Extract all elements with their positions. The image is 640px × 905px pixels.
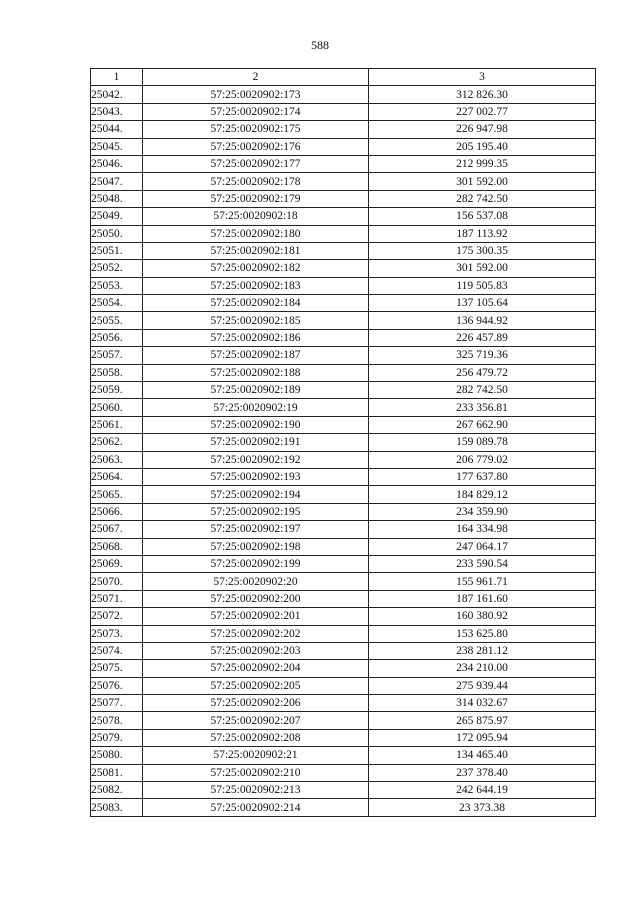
table-row	[91, 260, 596, 277]
value-cell: 233 356.81	[369, 399, 596, 416]
table-row	[91, 399, 596, 416]
value-cell: 187 161.60	[369, 590, 596, 607]
value-cell: 265 875.97	[369, 712, 596, 729]
row-number-cell: 25074.	[91, 642, 143, 659]
row-number-cell: 25046.	[91, 155, 143, 172]
row-number-cell: 25069.	[91, 555, 143, 572]
value-cell: 312 826.30	[369, 86, 596, 103]
cadastral-number-cell: 57:25:0020902:190	[143, 416, 369, 433]
cadastral-number-cell: 57:25:0020902:184	[143, 295, 369, 312]
table-row	[91, 173, 596, 190]
cadastral-number-cell: 57:25:0020902:178	[143, 173, 369, 190]
table-row	[91, 451, 596, 468]
table-row	[91, 329, 596, 346]
table-row	[91, 155, 596, 172]
cadastral-number-cell: 57:25:0020902:198	[143, 538, 369, 555]
cadastral-number-cell: 57:25:0020902:214	[143, 799, 369, 816]
cadastral-number-cell: 57:25:0020902:194	[143, 486, 369, 503]
table-body	[91, 86, 596, 816]
value-cell: 282 742.50	[369, 382, 596, 399]
value-cell: 314 032.67	[369, 695, 596, 712]
row-number-cell: 25079.	[91, 729, 143, 746]
value-cell: 160 380.92	[369, 608, 596, 625]
value-cell: 153 625.80	[369, 625, 596, 642]
cadastral-number-cell: 57:25:0020902:174	[143, 103, 369, 120]
value-cell: 172 095.94	[369, 729, 596, 746]
value-cell: 227 002.77	[369, 103, 596, 120]
value-cell: 137 105.64	[369, 295, 596, 312]
table-row	[91, 625, 596, 642]
table-row	[91, 86, 596, 103]
row-number-cell: 25059.	[91, 382, 143, 399]
value-cell: 237 378.40	[369, 764, 596, 781]
cadastral-number-cell: 57:25:0020902:188	[143, 364, 369, 381]
table-row	[91, 573, 596, 590]
row-number-cell: 25047.	[91, 173, 143, 190]
row-number-cell: 25055.	[91, 312, 143, 329]
row-number-cell: 25070.	[91, 573, 143, 590]
table-header-row	[91, 69, 596, 86]
cadastral-number-cell: 57:25:0020902:213	[143, 782, 369, 799]
cadastral-number-cell: 57:25:0020902:207	[143, 712, 369, 729]
cadastral-number-cell: 57:25:0020902:182	[143, 260, 369, 277]
value-cell: 175 300.35	[369, 242, 596, 259]
value-cell: 242 644.19	[369, 782, 596, 799]
cadastral-number-cell: 57:25:0020902:20	[143, 573, 369, 590]
row-number-cell: 25058.	[91, 364, 143, 381]
row-number-cell: 25052.	[91, 260, 143, 277]
value-cell: 177 637.80	[369, 468, 596, 485]
value-cell: 301 592.00	[369, 260, 596, 277]
cadastral-number-cell: 57:25:0020902:173	[143, 86, 369, 103]
table-row	[91, 590, 596, 607]
row-number-cell: 25075.	[91, 660, 143, 677]
cadastral-number-cell: 57:25:0020902:200	[143, 590, 369, 607]
cadastral-number-cell: 57:25:0020902:175	[143, 121, 369, 138]
value-cell: 206 779.02	[369, 451, 596, 468]
cadastral-number-cell: 57:25:0020902:191	[143, 434, 369, 451]
cadastral-number-cell: 57:25:0020902:205	[143, 677, 369, 694]
cadastral-number-cell: 57:25:0020902:204	[143, 660, 369, 677]
value-cell: 23 373.38	[369, 799, 596, 816]
table-row	[91, 782, 596, 799]
table-row	[91, 747, 596, 764]
table-row	[91, 677, 596, 694]
row-number-cell: 25066.	[91, 503, 143, 520]
row-number-cell: 25051.	[91, 242, 143, 259]
row-number-cell: 25080.	[91, 747, 143, 764]
table-row	[91, 208, 596, 225]
value-cell: 256 479.72	[369, 364, 596, 381]
table-row	[91, 764, 596, 781]
table-row	[91, 538, 596, 555]
row-number-cell: 25071.	[91, 590, 143, 607]
cadastral-number-cell: 57:25:0020902:186	[143, 329, 369, 346]
value-cell: 247 064.17	[369, 538, 596, 555]
row-number-cell: 25065.	[91, 486, 143, 503]
cadastral-number-cell: 57:25:0020902:187	[143, 347, 369, 364]
cadastral-number-cell: 57:25:0020902:193	[143, 468, 369, 485]
value-cell: 187 113.92	[369, 225, 596, 242]
value-cell: 164 334.98	[369, 521, 596, 538]
cadastral-number-cell: 57:25:0020902:18	[143, 208, 369, 225]
table-row	[91, 190, 596, 207]
value-cell: 275 939.44	[369, 677, 596, 694]
row-number-cell: 25082.	[91, 782, 143, 799]
value-cell: 226 457.89	[369, 329, 596, 346]
value-cell: 134 465.40	[369, 747, 596, 764]
table-row	[91, 138, 596, 155]
cadastral-number-cell: 57:25:0020902:177	[143, 155, 369, 172]
value-cell: 226 947.98	[369, 121, 596, 138]
table-row	[91, 608, 596, 625]
table-row	[91, 799, 596, 816]
table-row	[91, 695, 596, 712]
value-cell: 119 505.83	[369, 277, 596, 294]
value-cell: 155 961.71	[369, 573, 596, 590]
table-row	[91, 364, 596, 381]
row-number-cell: 25043.	[91, 103, 143, 120]
table-row	[91, 434, 596, 451]
table-row	[91, 103, 596, 120]
row-number-cell: 25067.	[91, 521, 143, 538]
value-cell: 234 210.00	[369, 660, 596, 677]
value-cell: 282 742.50	[369, 190, 596, 207]
row-number-cell: 25061.	[91, 416, 143, 433]
row-number-cell: 25073.	[91, 625, 143, 642]
cadastral-number-cell: 57:25:0020902:179	[143, 190, 369, 207]
row-number-cell: 25072.	[91, 608, 143, 625]
row-number-cell: 25057.	[91, 347, 143, 364]
cadastral-number-cell: 57:25:0020902:208	[143, 729, 369, 746]
column-header-3: 3	[369, 69, 596, 86]
value-cell: 325 719.36	[369, 347, 596, 364]
column-header-2: 2	[143, 69, 369, 86]
cadastral-number-cell: 57:25:0020902:189	[143, 382, 369, 399]
cadastral-number-cell: 57:25:0020902:203	[143, 642, 369, 659]
row-number-cell: 25044.	[91, 121, 143, 138]
table-row	[91, 312, 596, 329]
table-row	[91, 521, 596, 538]
table-row	[91, 468, 596, 485]
row-number-cell: 25076.	[91, 677, 143, 694]
row-number-cell: 25060.	[91, 399, 143, 416]
row-number-cell: 25056.	[91, 329, 143, 346]
cadastral-number-cell: 57:25:0020902:201	[143, 608, 369, 625]
table-row	[91, 729, 596, 746]
table-row	[91, 642, 596, 659]
table-row	[91, 225, 596, 242]
row-number-cell: 25045.	[91, 138, 143, 155]
cadastral-number-cell: 57:25:0020902:197	[143, 521, 369, 538]
value-cell: 212 999.35	[369, 155, 596, 172]
cadastral-number-cell: 57:25:0020902:183	[143, 277, 369, 294]
table-row	[91, 242, 596, 259]
cadastral-number-cell: 57:25:0020902:176	[143, 138, 369, 155]
cadastral-number-cell: 57:25:0020902:21	[143, 747, 369, 764]
row-number-cell: 25077.	[91, 695, 143, 712]
value-cell: 159 089.78	[369, 434, 596, 451]
table-row	[91, 277, 596, 294]
cadastral-number-cell: 57:25:0020902:180	[143, 225, 369, 242]
row-number-cell: 25083.	[91, 799, 143, 816]
value-cell: 238 281.12	[369, 642, 596, 659]
cadastral-number-cell: 57:25:0020902:181	[143, 242, 369, 259]
value-cell: 184 829.12	[369, 486, 596, 503]
table-row	[91, 121, 596, 138]
row-number-cell: 25068.	[91, 538, 143, 555]
value-cell: 156 537.08	[369, 208, 596, 225]
value-cell: 267 662.90	[369, 416, 596, 433]
row-number-cell: 25081.	[91, 764, 143, 781]
value-cell: 301 592.00	[369, 173, 596, 190]
table-row	[91, 416, 596, 433]
cadastral-number-cell: 57:25:0020902:19	[143, 399, 369, 416]
row-number-cell: 25048.	[91, 190, 143, 207]
value-cell: 136 944.92	[369, 312, 596, 329]
table-row	[91, 295, 596, 312]
cadastral-number-cell: 57:25:0020902:199	[143, 555, 369, 572]
row-number-cell: 25053.	[91, 277, 143, 294]
cadastral-number-cell: 57:25:0020902:202	[143, 625, 369, 642]
table-row	[91, 555, 596, 572]
table-row	[91, 347, 596, 364]
row-number-cell: 25063.	[91, 451, 143, 468]
cadastral-number-cell: 57:25:0020902:192	[143, 451, 369, 468]
table-row	[91, 660, 596, 677]
table-row	[91, 712, 596, 729]
cadastral-number-cell: 57:25:0020902:210	[143, 764, 369, 781]
table-row	[91, 486, 596, 503]
page-number: 588	[311, 38, 329, 52]
table-row	[91, 382, 596, 399]
cadastral-number-cell: 57:25:0020902:206	[143, 695, 369, 712]
row-number-cell: 25054.	[91, 295, 143, 312]
value-cell: 234 359.90	[369, 503, 596, 520]
row-number-cell: 25078.	[91, 712, 143, 729]
cadastral-number-cell: 57:25:0020902:185	[143, 312, 369, 329]
value-cell: 205 195.40	[369, 138, 596, 155]
row-number-cell: 25062.	[91, 434, 143, 451]
cadastral-number-cell: 57:25:0020902:195	[143, 503, 369, 520]
column-header-1: 1	[91, 69, 143, 86]
row-number-cell: 25049.	[91, 208, 143, 225]
cadastral-value-table	[90, 68, 596, 817]
table-row	[91, 503, 596, 520]
row-number-cell: 25050.	[91, 225, 143, 242]
value-cell: 233 590.54	[369, 555, 596, 572]
row-number-cell: 25042.	[91, 86, 143, 103]
row-number-cell: 25064.	[91, 468, 143, 485]
